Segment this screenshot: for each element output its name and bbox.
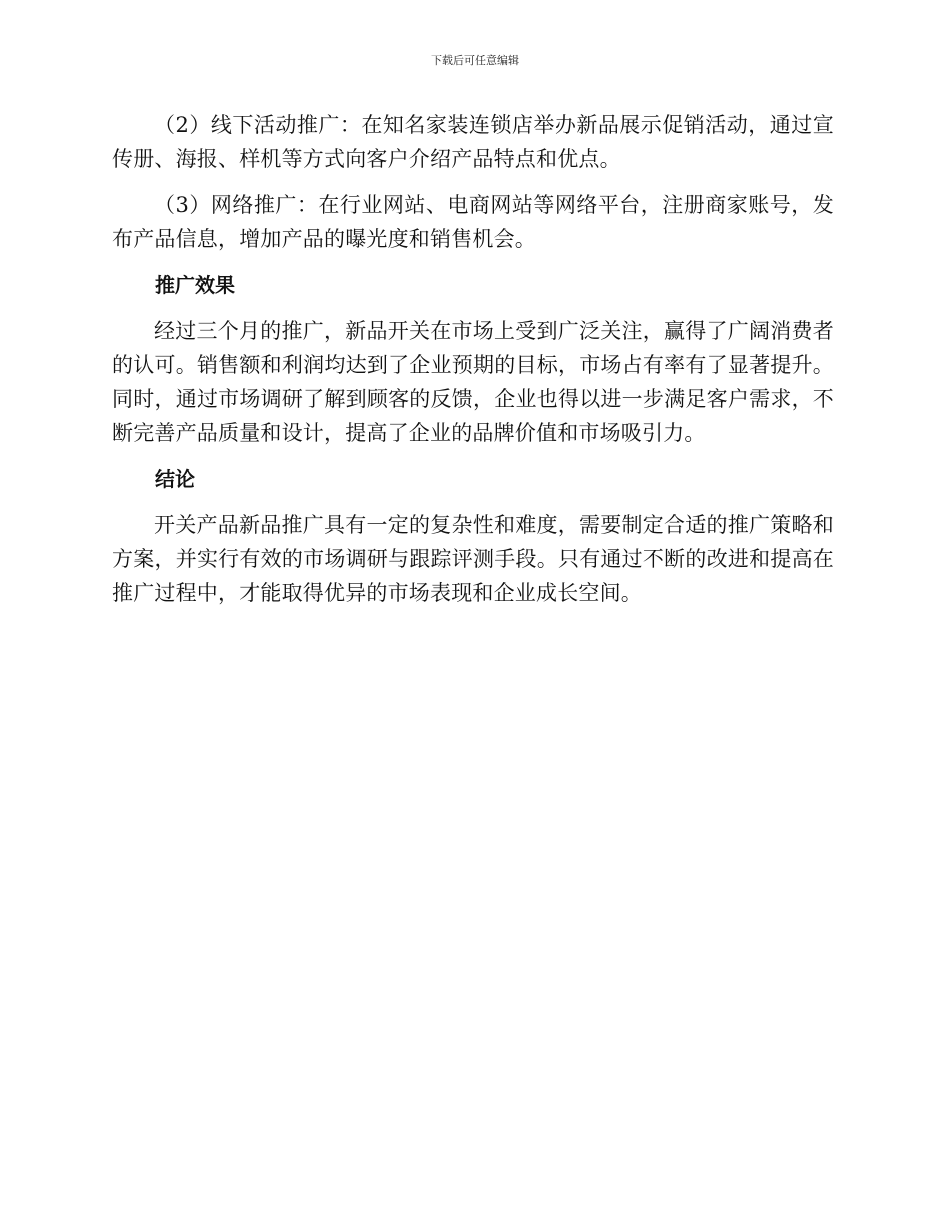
paragraph-conclusion: 开关产品新品推广具有一定的复杂性和难度，需要制定合适的推广策略和方案，并实行有效的市场调研与跟踪评测手段。只有通过不断的改进和提高在推广过程中，才能取得优异的市场表现和企业成长空间。 (112, 513, 834, 605)
section-heading-promotion-effect: 推广效果 (155, 273, 235, 297)
section-heading-conclusion: 结论 (155, 467, 195, 491)
document-body (112, 108, 834, 622)
paragraph-promotion-effect: 经过三个月的推广，新品开关在市场上受到广泛关注，赢得了广阔消费者的认可。销售额和利润均达到了企业预期的目标，市场占有率有了显著提升。同时，通过市场调研了解到顾客的反馈，企业也得以进一步满足客户需求，不断完善产品质量和设计，提高了企业的品牌价值和市场吸引力。 (112, 319, 834, 445)
paragraph-online-promotion: （3）网络推广：在行业网站、电商网站等网络平台，注册商家账号，发布产品信息，增加产品的曝光度和销售机会。 (112, 193, 834, 251)
page-header: 下载后可任意编辑 (431, 54, 519, 67)
paragraph-offline-promotion: （2）线下活动推广：在知名家装连锁店举办新品展示促销活动，通过宣传册、海报、样机等方式向客户介绍产品特点和优点。 (112, 113, 834, 171)
